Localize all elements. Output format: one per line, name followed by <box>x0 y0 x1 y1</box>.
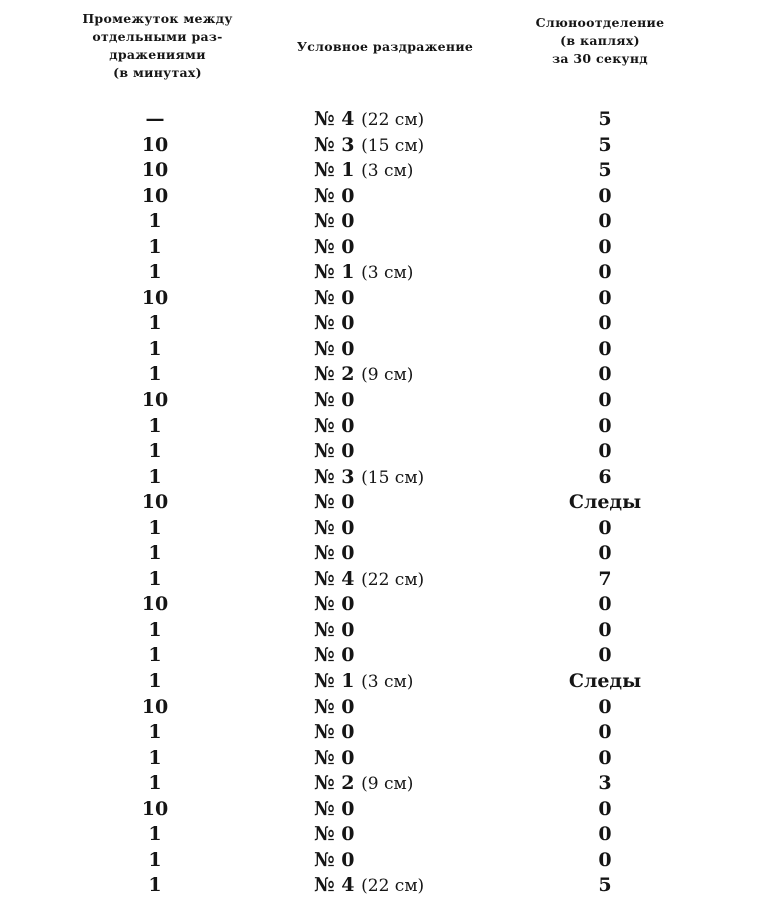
stimulus-number: № 0 <box>314 516 355 539</box>
table-row <box>0 235 760 261</box>
stimulus-cell <box>314 311 355 336</box>
stimulus-cell <box>314 720 355 745</box>
stimulus-number: № 4 <box>314 108 355 130</box>
interval-cell: 10 <box>141 133 169 156</box>
stimulus-number: № 0 <box>314 695 355 718</box>
table-row <box>0 388 760 414</box>
stimulus-cell <box>314 286 355 311</box>
stimulus-cell <box>314 695 355 720</box>
table-row <box>0 873 760 899</box>
stimulus-cell <box>314 490 355 515</box>
salivation-cell: 0 <box>598 235 612 258</box>
table-row <box>0 771 760 797</box>
stimulus-number: № 1 <box>314 261 355 284</box>
stimulus-size: (15 см) <box>361 135 425 156</box>
salivation-cell: 0 <box>598 286 612 309</box>
stimulus-number: № 2 <box>314 772 355 795</box>
stimulus-number: № 3 <box>314 133 355 156</box>
salivation-cell: 0 <box>598 823 612 846</box>
table-row <box>0 618 760 644</box>
stimulus-cell <box>314 822 355 847</box>
stimulus-cell <box>314 797 355 822</box>
stimulus-cell <box>314 873 424 899</box>
stimulus-size: (15 см) <box>361 467 425 488</box>
salivation-cell: 0 <box>598 414 612 437</box>
table-row <box>0 567 760 593</box>
table-row <box>0 848 760 874</box>
table-row <box>0 184 760 210</box>
table-row <box>0 822 760 848</box>
stimulus-cell <box>314 414 355 439</box>
stimulus-number: № 1 <box>314 670 355 693</box>
stimulus-number: № 0 <box>314 848 355 871</box>
stimulus-cell <box>314 337 355 362</box>
table-row <box>0 311 760 337</box>
stimulus-number: № 0 <box>314 440 355 463</box>
salivation-cell: 0 <box>598 593 612 616</box>
stimulus-cell <box>314 848 355 873</box>
interval-cell: 1 <box>148 721 162 744</box>
stimulus-cell <box>314 107 424 133</box>
interval-cell: 10 <box>141 491 169 514</box>
stimulus-cell <box>314 158 413 184</box>
salivation-cell: 0 <box>598 210 612 233</box>
interval-cell: 1 <box>148 440 162 463</box>
salivation-cell: 0 <box>598 618 612 641</box>
salivation-cell: 0 <box>598 848 612 871</box>
interval-cell: 1 <box>148 670 162 693</box>
interval-cell: 1 <box>148 363 162 386</box>
interval-cell: 1 <box>148 644 162 667</box>
salivation-cell: 0 <box>598 337 612 360</box>
table-row <box>0 669 760 695</box>
stimulus-size: (9 см) <box>361 365 414 386</box>
interval-cell: 1 <box>148 337 162 360</box>
salivation-cell: 5 <box>598 159 612 182</box>
salivation-cell: 0 <box>598 184 612 207</box>
stimulus-cell <box>314 184 355 209</box>
stimulus-number: № 0 <box>314 337 355 360</box>
stimulus-size: (22 см) <box>361 110 425 130</box>
stimulus-number: № 3 <box>314 465 355 488</box>
salivation-cell: 0 <box>598 797 612 820</box>
stimulus-size: (22 см) <box>361 876 425 897</box>
header-salivation-line: за 30 секунд <box>552 51 648 66</box>
interval-cell: 1 <box>148 465 162 488</box>
stimulus-size: (22 см) <box>361 569 425 590</box>
interval-cell: 1 <box>148 516 162 539</box>
stimulus-number: № 0 <box>314 746 355 769</box>
interval-cell: 1 <box>148 235 162 258</box>
stimulus-cell <box>314 746 355 771</box>
table-row <box>0 337 760 363</box>
table-row <box>0 107 760 133</box>
stimulus-number: № 2 <box>314 363 355 386</box>
interval-cell: 10 <box>141 286 169 309</box>
interval-cell: 10 <box>141 159 169 182</box>
interval-cell: 10 <box>141 593 169 616</box>
interval-cell: 10 <box>141 184 169 207</box>
salivation-cell: 5 <box>598 874 612 897</box>
interval-cell: 10 <box>141 695 169 718</box>
stimulus-number: № 0 <box>314 414 355 437</box>
stimulus-number: № 0 <box>314 210 355 233</box>
stimulus-cell <box>314 541 355 566</box>
table-row <box>0 465 760 491</box>
table-row <box>0 414 760 440</box>
stimulus-cell <box>314 618 355 643</box>
stimulus-number: № 0 <box>314 618 355 641</box>
stimulus-size: (9 см) <box>361 774 414 795</box>
header-salivation-line: (в каплях) <box>560 33 640 48</box>
stimulus-cell <box>314 362 413 388</box>
salivation-cell: 0 <box>598 516 612 539</box>
interval-cell: 1 <box>148 210 162 233</box>
salivation-cell: 3 <box>598 772 612 795</box>
stimulus-cell <box>314 771 413 797</box>
table-row <box>0 490 760 516</box>
interval-cell: 1 <box>148 618 162 641</box>
stimulus-number: № 0 <box>314 491 355 514</box>
stimulus-size: (3 см) <box>361 672 414 693</box>
header-stimulus <box>265 38 505 56</box>
stimulus-cell <box>314 260 413 286</box>
interval-cell: 1 <box>148 848 162 871</box>
stimulus-number: № 0 <box>314 235 355 258</box>
table-row <box>0 133 760 159</box>
stimulus-number: № 0 <box>314 644 355 667</box>
stimulus-cell <box>314 643 355 668</box>
stimulus-number: № 0 <box>314 823 355 846</box>
interval-cell: 10 <box>141 389 169 412</box>
table-row <box>0 209 760 235</box>
salivation-cell: 5 <box>598 108 612 130</box>
stimulus-cell <box>314 567 424 593</box>
header-interval-line: дражениями <box>109 47 206 62</box>
table-row <box>0 797 760 823</box>
stimulus-number: № 1 <box>314 159 355 182</box>
interval-cell: 1 <box>148 414 162 437</box>
interval-cell: 1 <box>148 746 162 769</box>
stimulus-size: (3 см) <box>361 161 414 182</box>
salivation-cell: Следы <box>568 670 642 693</box>
interval-cell: 1 <box>148 823 162 846</box>
interval-cell: 10 <box>141 797 169 820</box>
salivation-cell: 7 <box>598 567 612 590</box>
salivation-cell: 0 <box>598 542 612 565</box>
salivation-cell: 6 <box>598 465 612 488</box>
table-row <box>0 158 760 184</box>
stimulus-size: (3 см) <box>361 263 414 284</box>
salivation-cell: 0 <box>598 389 612 412</box>
stimulus-number: № 4 <box>314 874 355 897</box>
header-interval-line: отдельными раз- <box>92 29 223 44</box>
salivation-cell: 0 <box>598 312 612 335</box>
header-interval <box>55 10 260 82</box>
stimulus-number: № 0 <box>314 286 355 309</box>
stimulus-number: № 0 <box>314 542 355 565</box>
salivation-cell: 0 <box>598 721 612 744</box>
table-row <box>0 746 760 772</box>
stimulus-number: № 0 <box>314 593 355 616</box>
table-row <box>0 286 760 312</box>
header-interval-line: Промежуток между <box>82 11 233 26</box>
table-row <box>0 695 760 721</box>
interval-cell: 1 <box>148 312 162 335</box>
table-row <box>0 439 760 465</box>
salivation-cell: 0 <box>598 440 612 463</box>
table-row <box>0 643 760 669</box>
header-salivation-line: Слюноотделение <box>535 15 665 30</box>
salivation-cell: Следы <box>568 491 642 514</box>
interval-cell: 1 <box>148 874 162 897</box>
stimulus-cell <box>314 465 424 491</box>
salivation-cell: 0 <box>598 746 612 769</box>
salivation-cell: 0 <box>598 695 612 718</box>
stimulus-cell <box>314 235 355 260</box>
stimulus-number: № 0 <box>314 797 355 820</box>
interval-cell: 1 <box>148 261 162 284</box>
table-row <box>0 592 760 618</box>
salivation-cell: 0 <box>598 261 612 284</box>
stimulus-cell <box>314 388 355 413</box>
stimulus-cell <box>314 669 413 695</box>
table-row <box>0 362 760 388</box>
stimulus-number: № 0 <box>314 184 355 207</box>
salivation-cell: 0 <box>598 644 612 667</box>
header-interval-line: (в минутах) <box>113 65 202 80</box>
salivation-cell: 5 <box>598 133 612 156</box>
table-row <box>0 720 760 746</box>
interval-cell: 1 <box>148 542 162 565</box>
header-stimulus-text: Условное раздражение <box>296 39 474 54</box>
stimulus-cell <box>314 439 355 464</box>
header-salivation <box>515 14 685 68</box>
data-table-body <box>0 107 760 899</box>
stimulus-number: № 0 <box>314 389 355 412</box>
table-row <box>0 260 760 286</box>
interval-cell: 1 <box>148 772 162 795</box>
stimulus-cell <box>314 516 355 541</box>
interval-cell: — <box>145 108 165 130</box>
table-row <box>0 516 760 542</box>
stimulus-cell <box>314 592 355 617</box>
interval-cell: 1 <box>148 567 162 590</box>
stimulus-cell <box>314 209 355 234</box>
stimulus-cell <box>314 133 424 159</box>
stimulus-number: № 0 <box>314 721 355 744</box>
stimulus-number: № 4 <box>314 567 355 590</box>
table-row <box>0 541 760 567</box>
salivation-cell: 0 <box>598 363 612 386</box>
stimulus-number: № 0 <box>314 312 355 335</box>
